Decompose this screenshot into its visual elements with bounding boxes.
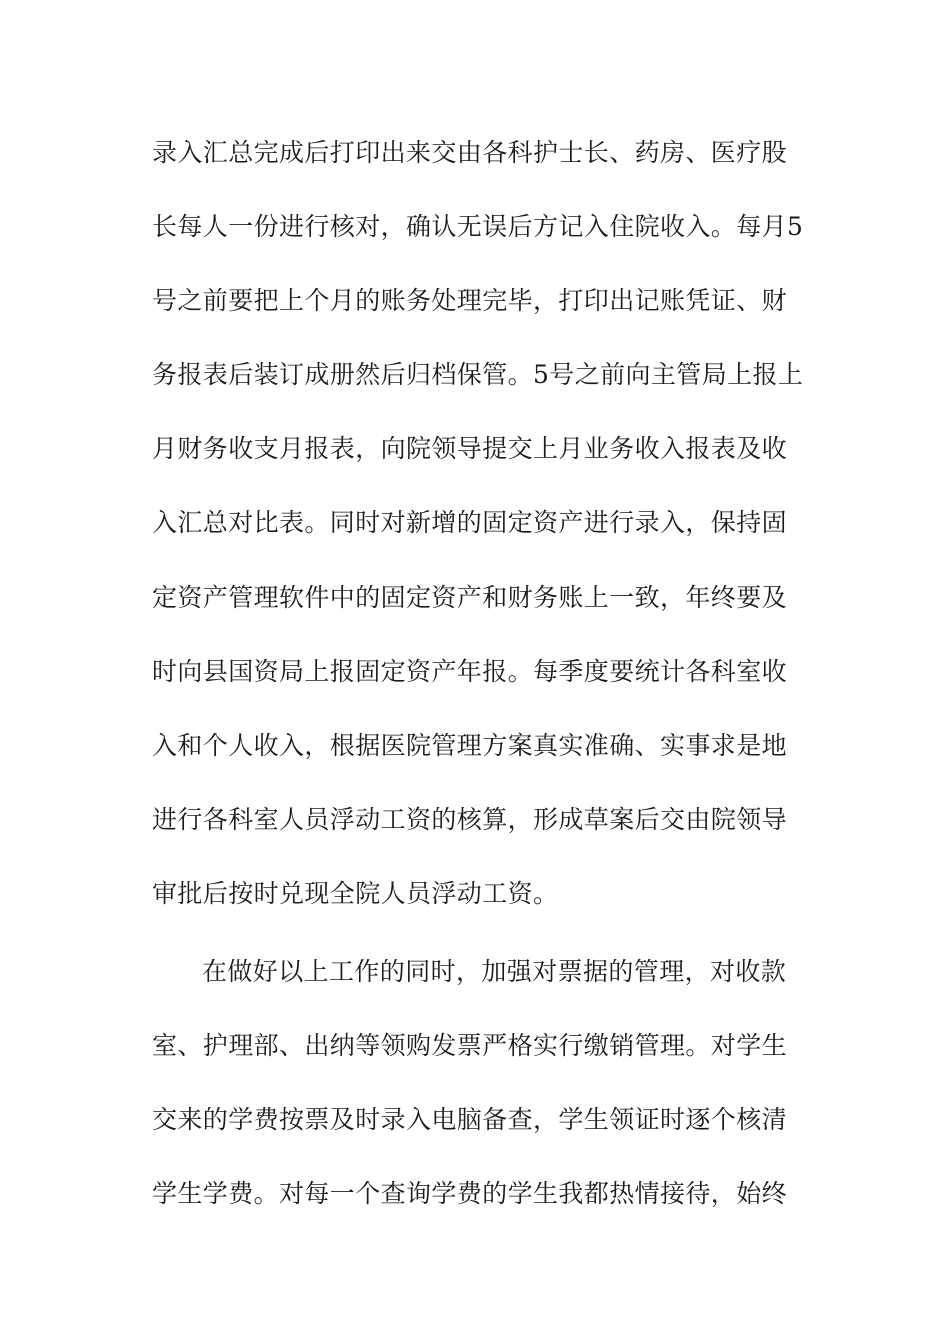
text-line: 审批后按时兑现全院人员浮动工资。 — [152, 879, 559, 908]
text-line: 务报表后装订成册然后归档保管。5号之前向主管局上报上 — [152, 360, 804, 389]
text-line: 长每人一份进行核对，确认无误后方记入住院收入。每月5 — [152, 212, 804, 241]
text-line: 月财务收支月报表，向院领导提交上月业务收入报表及收 — [152, 434, 788, 463]
text-line: 入汇总对比表。同时对新增的固定资产进行录入，保持固 — [152, 508, 788, 537]
text-line: 录入汇总完成后打印出来交由各科护士长、药房、医疗股 — [152, 138, 788, 167]
text-line: 交来的学费按票及时录入电脑备查，学生领证时逐个核清 — [152, 1105, 788, 1134]
text-line: 入和个人收入，根据医院管理方案真实准确、实事求是地 — [152, 731, 788, 760]
text-line: 进行各科室人员浮动工资的核算，形成草案后交由院领导 — [152, 805, 788, 834]
paragraph-first-line: 在做好以上工作的同时，加强对票据的管理，对收款 — [202, 957, 787, 986]
text-line: 号之前要把上个月的账务处理完毕，打印出记账凭证、财 — [152, 286, 788, 315]
text-line: 定资产管理软件中的固定资产和财务账上一致，年终要及 — [152, 583, 788, 612]
text-line: 时向县国资局上报固定资产年报。每季度要统计各科室收 — [152, 657, 788, 686]
text-line: 学生学费。对每一个查询学费的学生我都热情接待，始终 — [152, 1179, 788, 1208]
text-line: 室、护理部、出纳等领购发票严格实行缴销管理。对学生 — [152, 1031, 788, 1060]
